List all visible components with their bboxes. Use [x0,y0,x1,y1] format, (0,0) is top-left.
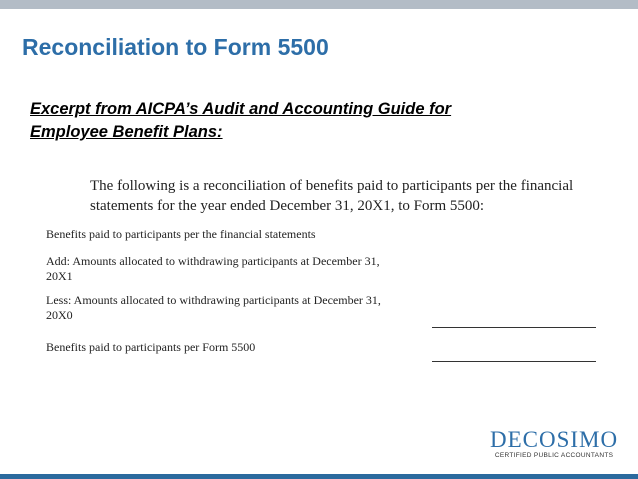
slide-subtitle [30,98,590,144]
reconciliation-row-label: Less: Amounts allocated to withdrawing participants at December 31, 20X0 [46,293,381,322]
excerpt-intro [90,176,620,216]
intro-line-2: statements for the year ended December 31, 20X1, to Form 5500: [90,198,485,214]
subtitle-line-2: Employee Benefit Plans: [30,123,223,141]
decosimo-logo [490,428,618,459]
slide-title: Reconciliation to Form 5500 [22,34,329,60]
subtotal-rule [432,327,596,328]
reconciliation-row-label: Benefits paid to participants per Form 5500 [46,340,256,354]
logo-tagline: CERTIFIED PUBLIC ACCOUNTANTS [494,452,614,459]
total-rule [432,361,596,362]
logo-name: DECOSIMO [490,427,619,452]
bottom-accent-bar [0,474,638,479]
top-accent-bar [0,0,638,9]
reconciliation-row-label: Add: Amounts allocated to withdrawing participants at December 31, 20X1 [46,254,380,283]
intro-line-1: The following is a reconciliation of benefits paid to participants per the financial [90,178,574,194]
reconciliation-row-label: Benefits paid to participants per the financial statements [46,227,316,241]
subtitle-line-1: Excerpt from AICPA’s Audit and Accounting Guide for [30,100,452,118]
